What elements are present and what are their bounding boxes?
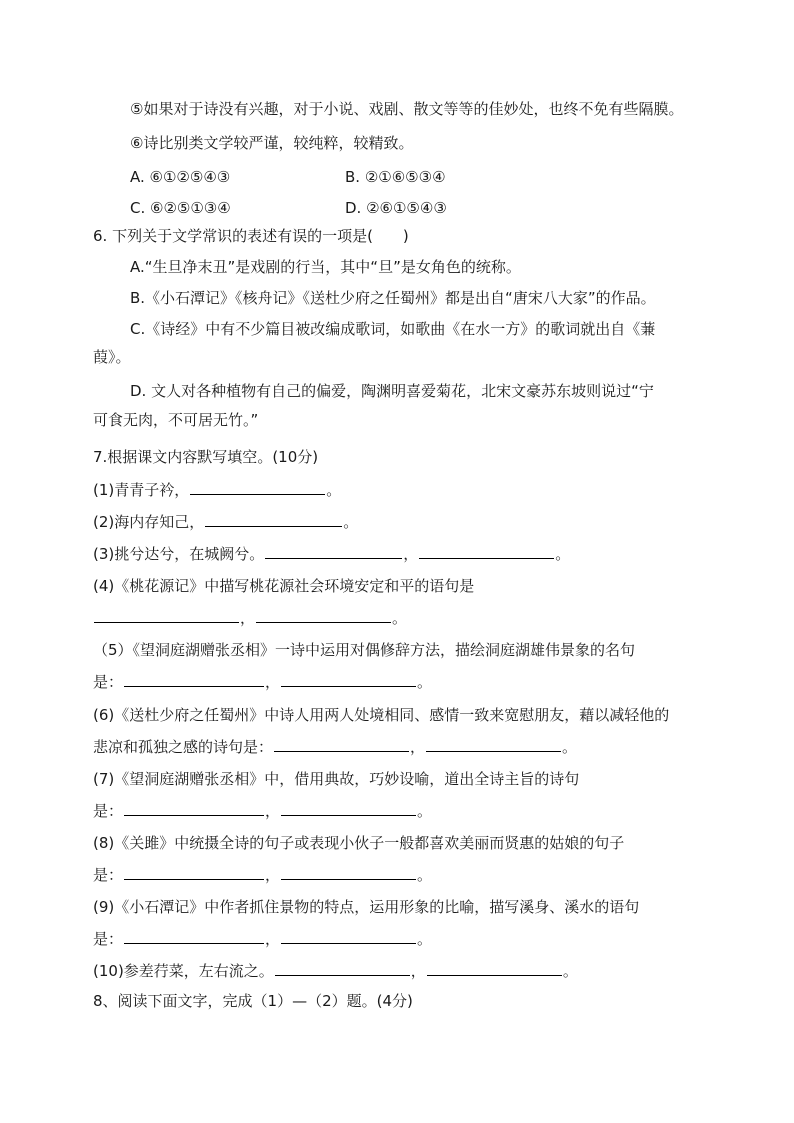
is-label: 是： xyxy=(93,802,124,820)
q6-option-b: B.《小石潭记》《核舟记》《送杜少府之任蜀州》都是出自“唐宋八大家”的作品。 xyxy=(130,289,656,307)
answer-blank[interactable] xyxy=(281,672,416,687)
q7-item-2 xyxy=(93,512,358,532)
q8-stem: 8、阅读下面文字，完成（1）—（2）题。(4分) xyxy=(93,992,413,1010)
period: 。 xyxy=(417,866,433,884)
answer-blank[interactable] xyxy=(426,737,561,752)
period: 。 xyxy=(417,930,433,948)
is-label: 是： xyxy=(93,930,124,948)
comma: ， xyxy=(240,609,256,627)
q6-option-c-line2: 葭》。 xyxy=(93,348,131,366)
q7-item-3 xyxy=(93,544,570,564)
period: 。 xyxy=(562,738,578,756)
option-c: C. ⑥②⑤①③④ xyxy=(130,199,231,217)
period: 。 xyxy=(417,802,433,820)
comma: ， xyxy=(265,930,281,948)
q7-item-5-answer xyxy=(93,672,432,692)
answer-blank[interactable] xyxy=(265,544,402,559)
period: 。 xyxy=(417,673,433,691)
answer-blank[interactable] xyxy=(124,865,264,880)
answer-blank[interactable] xyxy=(281,801,416,816)
answer-blank[interactable] xyxy=(419,544,554,559)
answer-blank[interactable] xyxy=(190,480,325,495)
q7-item-5-prompt: （5）《望洞庭湖赠张丞相》一诗中运用对偶修辞方法，描绘洞庭湖雄伟景象的名句 xyxy=(93,641,636,659)
answer-blank[interactable] xyxy=(281,865,416,880)
period: 。 xyxy=(555,545,571,563)
q7-item-9-answer xyxy=(93,929,432,949)
q6-option-c-line1: C.《诗经》中有不少篇目被改编成歌词，如歌曲《在水一方》的歌词就出自《蒹 xyxy=(130,320,656,338)
answer-blank[interactable] xyxy=(256,608,391,623)
is-label: 是： xyxy=(93,866,124,884)
q7-item-2-text: (2)海内存知己， xyxy=(93,513,205,531)
is-label: 是： xyxy=(93,673,124,691)
q6-stem: 6. 下列关于文学常识的表述有误的一项是( ) xyxy=(93,227,409,245)
l5: ⑤如果对于诗没有兴趣，对于小说、戏剧、散文等等的佳妙处，也终不免有些隔膜。 xyxy=(130,100,684,118)
comma: ， xyxy=(265,802,281,820)
period: 。 xyxy=(392,609,408,627)
answer-blank[interactable] xyxy=(124,672,264,687)
q7-stem: 7.根据课文内容默写填空。(10分) xyxy=(93,448,319,466)
q6-option-d-line2: 可食无肉，不可居无竹。” xyxy=(93,411,259,429)
period: 。 xyxy=(326,481,342,499)
comma: ， xyxy=(410,738,426,756)
period: 。 xyxy=(343,513,359,531)
q7-item-6-text: 悲凉和孤独之感的诗句是： xyxy=(93,738,274,756)
answer-blank[interactable] xyxy=(94,608,239,623)
answer-blank[interactable] xyxy=(281,929,416,944)
q7-item-8-prompt: (8)《关雎》中统摄全诗的句子或表现小伙子一般都喜欢美丽而贤惠的姑娘的句子 xyxy=(93,834,625,852)
q7-item-4-answer xyxy=(93,608,407,628)
comma: ， xyxy=(265,866,281,884)
q7-item-4-prompt: (4)《桃花源记》中描写桃花源社会环境安定和平的语句是 xyxy=(93,577,475,595)
q7-item-8-answer xyxy=(93,865,432,885)
option-d: D. ②⑥①⑤④③ xyxy=(345,199,447,217)
option-a: A. ⑥①②⑤④③ xyxy=(130,168,231,186)
option-b: B. ②①⑥⑤③④ xyxy=(345,168,446,186)
q7-item-7-answer xyxy=(93,801,432,821)
answer-blank[interactable] xyxy=(275,961,410,976)
answer-blank[interactable] xyxy=(124,801,264,816)
q7-item-10-text: (10)参差荇菜，左右流之。 xyxy=(93,962,274,980)
answer-blank[interactable] xyxy=(274,737,409,752)
q7-item-3-text: (3)挑兮达兮，在城阙兮。 xyxy=(93,545,265,563)
q7-item-7-prompt: (7)《望洞庭湖赠张丞相》中，借用典故，巧妙设喻，道出全诗主旨的诗句 xyxy=(93,770,580,788)
q6-option-a: A.“生旦净末丑”是戏剧的行当，其中“旦”是女角色的统称。 xyxy=(130,258,521,276)
comma: ， xyxy=(403,545,419,563)
q7-item-1-text: (1)青青子衿， xyxy=(93,481,190,499)
comma: ， xyxy=(410,962,426,980)
comma: ， xyxy=(265,673,281,691)
q7-item-1 xyxy=(93,480,341,500)
period: 。 xyxy=(562,962,578,980)
answer-blank[interactable] xyxy=(205,512,342,527)
q7-item-6-answer xyxy=(93,737,577,757)
q6-option-d-line1: D. 文人对各种植物有自己的偏爱，陶渊明喜爱菊花，北宋文豪苏东坡则说过“宁 xyxy=(130,382,654,400)
answer-blank[interactable] xyxy=(124,929,264,944)
answer-blank[interactable] xyxy=(427,961,562,976)
q7-item-9-prompt: (9)《小石潭记》中作者抓住景物的特点，运用形象的比喻，描写溪身、溪水的语句 xyxy=(93,898,640,916)
q7-item-6-prompt: (6)《送杜少府之任蜀州》中诗人用两人处境相同、感情一致来宽慰朋友，藉以减轻他的 xyxy=(93,706,670,724)
l6: ⑥诗比别类文学较严谨，较纯粹，较精致。 xyxy=(130,134,414,152)
q7-item-10 xyxy=(93,961,578,981)
